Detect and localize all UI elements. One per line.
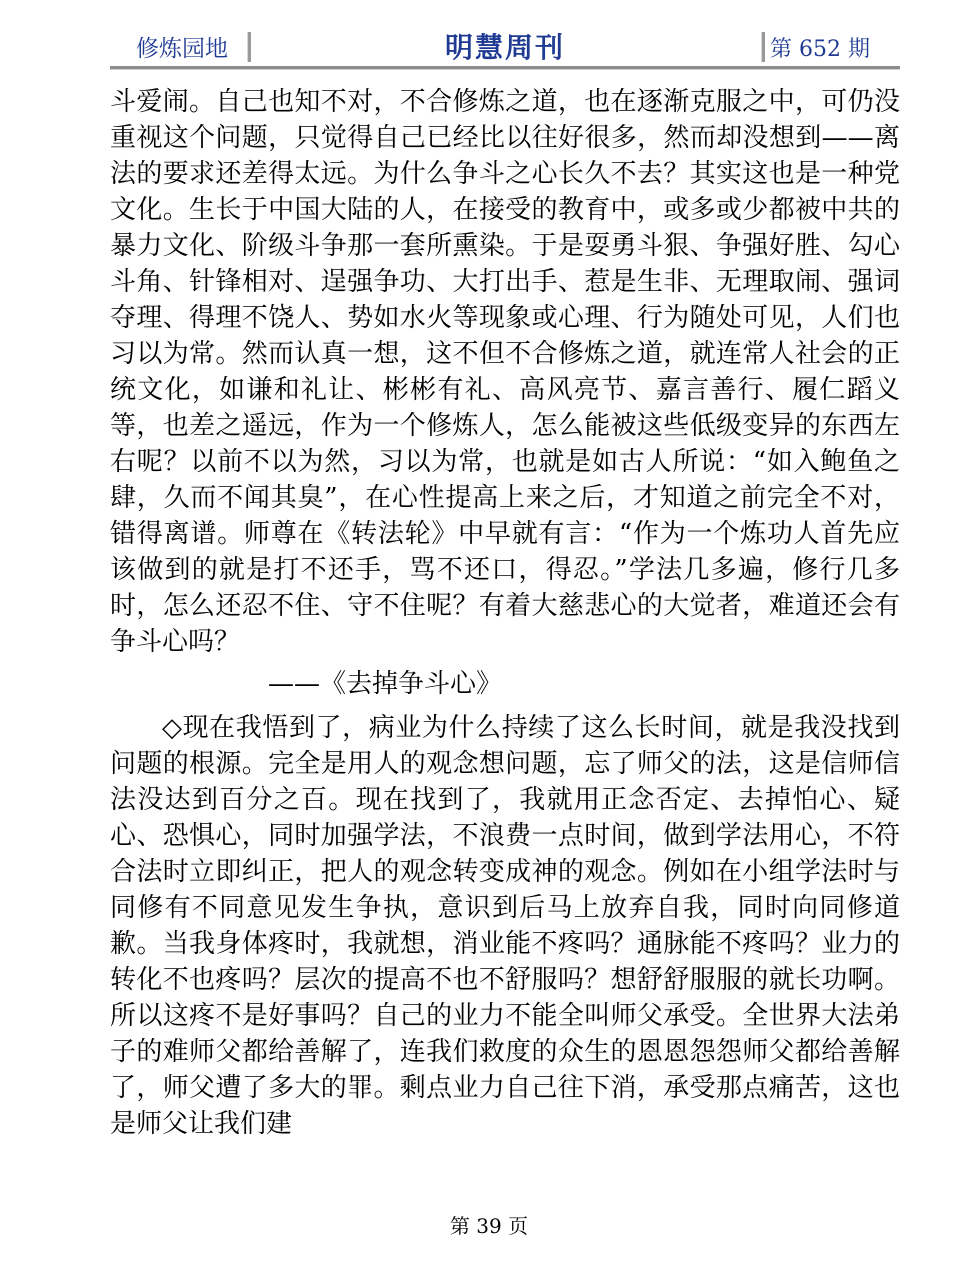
header-rule [110,66,900,70]
page-number: 第 39 页 [449,1214,529,1238]
issue-number: 第 652 期 [770,37,870,62]
article-attribution: ——《去掉争斗心》 [268,669,503,699]
page-header [110,26,900,66]
publication-title: 明慧周刊 [444,31,565,64]
section-name: 修炼园地 [136,36,228,62]
paragraph-2: ◇现在我悟到了，病业为什么持续了这么长时间，就是我没找到问题的根源。完全是用人的观念想问题，忘了师父的法，这是信师信法没达到百分之百。现在找到了，我就用正念否定、去掉怕心、疑心、恐惧心，同时加强学法，不浪费一点时间，做到学法用心，不符合法时立即纠正，把人的观念转变成神的观念。例如在小组学法时与同修有不同意见发生争执，意识到后马上放弃自我，同时向同修道歉。当我身体疼时，我就想，消业能不疼吗？通脉能不疼吗？业力的转化不也疼吗？层次的提高不也不舒服吗？想舒舒服服的就长功啊。所以这疼不是好事吗？自己的业力不能全叫师父承受。全世界大法弟子的难师父都给善解了，连我们救度的众生的恩恩怨怨师父都给善解了，师父遭了多大的罪。剩点业力自己往下消，承受那点痛苦，这也是师父让我们建 [110,713,900,1139]
header-divider-right [761,32,765,62]
article-body [110,84,900,1142]
paragraph-1: 斗爱闹。自己也知不对，不合修炼之道，也在逐渐克服之中，可仍没重视这个问题，只觉得自己已经比以往好很多，然而却没想到——离法的要求还差得太远。为什么争斗之心长久不去？其实这也是一种党文化。生长于中国大陆的人，在接受的教育中，或多或少都被中共的暴力文化、阶级斗争那一套所熏染。于是耍勇斗狠、争强好胜、勾心斗角、针锋相对、逞强争功、大打出手、惹是生非、无理取闹、强词夺理、得理不饶人、势如水火等现象或心理、行为随处可见，人们也习以为常。然而认真一想，这不但不合修炼之道，就连常人社会的正统文化，如谦和礼让、彬彬有礼、高风亮节、嘉言善行、履仁蹈义等，也差之遥远，作为一个修炼人，怎么能被这些低级变异的东西左右呢？以前不以为然，习以为常，也就是如古人所说：“如入鲍鱼之肆，久而不闻其臭”，在心性提高上来之后，才知道之前完全不对，错得离谱。师尊在《转法轮》中早就有言：“作为一个炼功人首先应该做到的就是打不还手，骂不还口，得忍。”学法几多遍，修行几多时，怎么还忍不住、守不住呢？有着大慈悲心的大觉者，难道还会有争斗心吗？ [110,87,900,657]
